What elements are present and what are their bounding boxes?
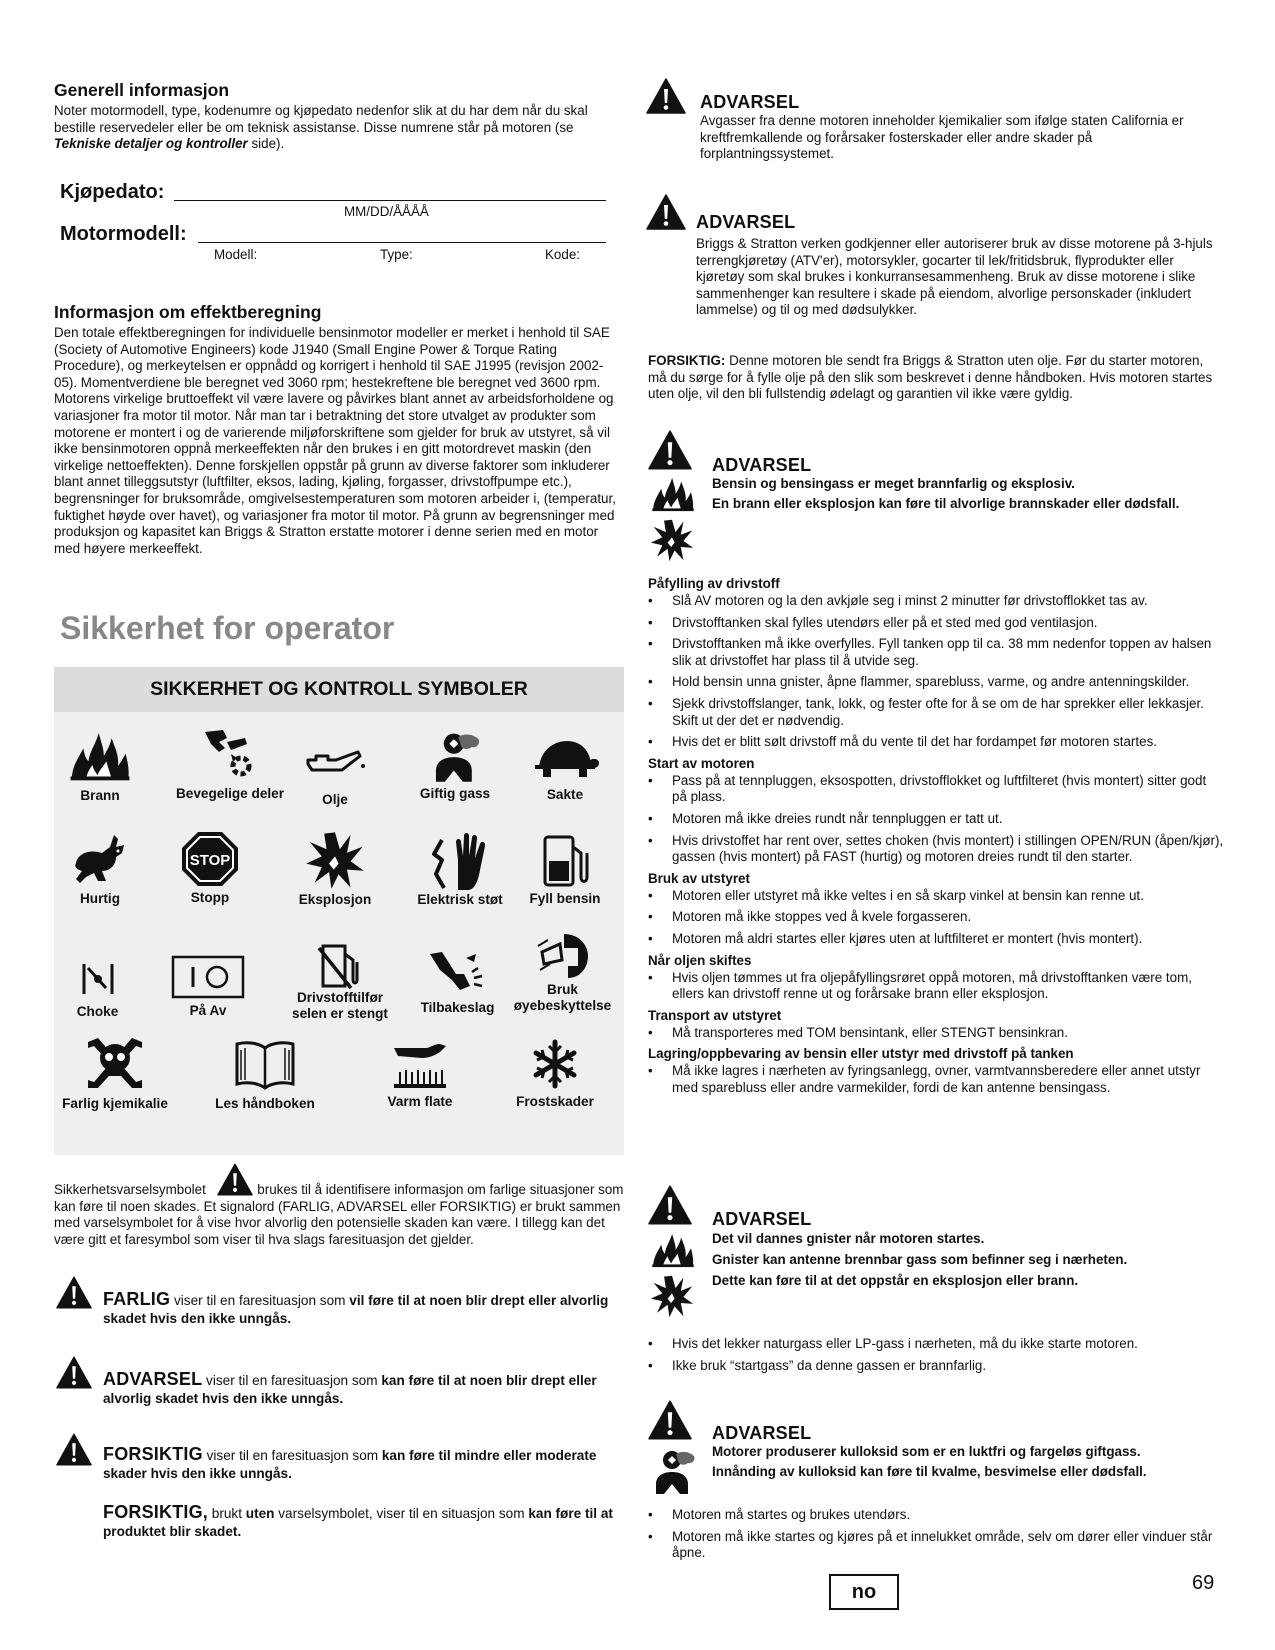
warning-5-line-2: Innånding av kulloksid kan føre til kvalme, besvimelse eller dødsfall. xyxy=(712,1464,1147,1479)
warning-4-line-2: Gnister kan antenne brennbar gass som befinner seg i nærheten. xyxy=(712,1252,1128,1267)
oil-change-list xyxy=(648,970,1224,1003)
list-item: • Drivstofftanken må ikke overfylles. Fyll tanken opp til ca. 38 mm nedenfor toppen av halsen slik at drivstoffet har plass til å utvide seg. xyxy=(648,636,1224,669)
field-code-label: Kode: xyxy=(545,247,580,262)
storage-list xyxy=(648,1063,1224,1096)
symbol-label: På Av xyxy=(189,1003,227,1018)
symbol-label: Tilbakeslag xyxy=(420,1000,495,1015)
symbol-label: Frostskader xyxy=(516,1094,594,1109)
general-text-ref: Tekniske detaljer og kontroller xyxy=(54,136,248,152)
symbol-choke xyxy=(60,960,135,1020)
warning-1-heading: ADVARSEL xyxy=(700,92,800,112)
symbol-slow xyxy=(520,735,610,803)
list-item: • Motoren må ikke stoppes ved å kvele forgasseren. xyxy=(648,909,1224,926)
list-item: • Motoren må aldri startes eller kjøres uten at luftfilteret er montert (hvis montert). xyxy=(648,931,1224,948)
fueling-list xyxy=(648,593,1224,751)
warning-mid: viser til en faresituasjon som xyxy=(202,1373,382,1388)
explosion-icon xyxy=(650,1272,694,1320)
warning-3-icon xyxy=(648,430,692,470)
page-number: 69 xyxy=(1192,1572,1215,1594)
notice-c: varselsymbolet, viser til en situasjon som xyxy=(274,1506,529,1521)
warning-5-line-1: Motorer produserer kulloksid som er en luktfri og fargeløs giftgass. xyxy=(712,1444,1141,1459)
notice-word: FORSIKTIG, xyxy=(103,1502,208,1522)
general-title: Generell informasjon xyxy=(54,80,230,100)
warning-1-text: Avgasser fra denne motoren inneholder kjemikalier som ifølge staten California er kreftfremkallende og forårsaker fosterskader eller andre skader på forplantningssystemet. xyxy=(700,113,1184,162)
symbol-label: Bruk xyxy=(547,982,578,997)
field-type-label: Type: xyxy=(380,247,413,262)
engine-model-line[interactable] xyxy=(198,242,606,243)
starting-title: Start av motoren xyxy=(648,755,755,771)
symbol-label: selen er stengt xyxy=(292,1006,388,1021)
warning-5-heading: ADVARSEL xyxy=(712,1423,812,1443)
symbol-fire xyxy=(60,730,140,804)
co-list xyxy=(648,1507,1224,1567)
fire-icon xyxy=(68,730,132,782)
symbol-label: Brann xyxy=(80,788,120,803)
list-item: • Sjekk drivstoffslanger, tank, lokk, og fester ofte for å se om de har sprekker eller lekkasjer. Skift ut der det er nødvendig. xyxy=(648,696,1224,729)
fire-icon xyxy=(650,476,696,512)
caution-word: FORSIKTIG xyxy=(103,1444,203,1464)
toxic-gas-icon xyxy=(426,728,484,784)
on-off-icon xyxy=(171,955,245,999)
symbol-label: Olje xyxy=(322,792,348,807)
warning-5-icon xyxy=(648,1400,692,1440)
warning-level-icon xyxy=(56,1356,92,1389)
stop-icon xyxy=(180,830,240,888)
list-item: • Drivstofftanken skal fylles utendørs eller på et sted med god ventilasjon. xyxy=(648,615,1224,632)
moving-parts-icon xyxy=(201,728,259,784)
danger-mid: viser til en faresituasjon som xyxy=(170,1293,350,1308)
snowflake-icon xyxy=(529,1038,581,1090)
list-item: • Motoren må ikke startes og kjøres på et innelukket område, selv om dører eller vinduer står åpne. xyxy=(648,1529,1224,1562)
warning-2-text: Briggs & Stratton verken godkjenner eller autoriserer bruk av disse motorene på 3-hjuls terrengkjøretøy (ATV'er), motorsykler, gocarter til lek/fritidsbruk, flyprodukter eller kjøretøy som skal brukes i konkurransesammenheng. Bruk av disse motorene i slike sammenhenger kan resultere i skade på eiendom, alvorlige personskader (inkludert lammelse) og til og med dødsulykker. xyxy=(696,236,1213,318)
toxic-gas-icon xyxy=(648,1446,698,1496)
signal-text-1: Sikkerhetsvarselsymbolet xyxy=(54,1182,206,1197)
fueling-title: Påfylling av drivstoff xyxy=(648,576,780,591)
list-item: • Hvis det er blitt sølt drivstoff må du vente til det har fordampet før motoren startes. xyxy=(648,734,1224,751)
symbol-hazardous-chemical xyxy=(55,1034,175,1112)
warning-word: ADVARSEL xyxy=(103,1369,203,1389)
symbol-label: Varm flate xyxy=(387,1094,453,1109)
symbol-label: Les håndboken xyxy=(215,1096,315,1111)
symbol-on-off xyxy=(168,955,248,1019)
notice-a: brukt xyxy=(208,1506,246,1521)
symbol-frostbite xyxy=(505,1038,605,1110)
symbol-label: øyebeskyttelse xyxy=(513,998,612,1013)
turtle-icon xyxy=(529,735,601,781)
symbol-label: Stopp xyxy=(190,890,230,905)
symbol-label: Eksplosjon xyxy=(298,892,372,907)
symbol-label: Giftig gass xyxy=(419,786,491,801)
symbols-title: SIKKERHET OG KONTROLL SYMBOLER xyxy=(54,667,624,712)
choke-icon xyxy=(78,960,118,998)
symbol-kickback xyxy=(410,950,505,1016)
general-text-part: Noter motormodell, type, kodenumre og kjøpedato nedenfor slik at du har dem når du skal bestille reservedeler eller be om teknisk assistanse. Disse numrene står på motoren (se xyxy=(54,103,588,135)
symbol-toxic-gas xyxy=(405,728,505,802)
fuel-pump-icon xyxy=(537,833,593,889)
oil-can-icon xyxy=(302,740,368,786)
rabbit-icon xyxy=(70,833,130,885)
warning-desc: kan føre til at noen blir drept eller alvorlig skadet hvis den ikke unngås. xyxy=(103,1373,597,1406)
list-item: • Slå AV motoren og la den avkjøle seg i minst 2 minutter før drivstofflokket tas av. xyxy=(648,593,1224,610)
warning-2-heading: ADVARSEL xyxy=(696,212,796,232)
symbol-oil xyxy=(300,740,370,808)
danger-warning-icon xyxy=(56,1276,92,1309)
date-format-hint: MM/DD/ÅÅÅÅ xyxy=(344,204,429,219)
symbol-label: Sakte xyxy=(546,787,584,802)
caution-oil-text xyxy=(648,353,1224,403)
signal-text-2: brukes til å identifisere informasjon om farlige situasjoner som kan føre til noen skades. Et signalord (FARLIG, ADVARSEL eller FORSIKTIG) er brukt sammen med varselsymbolet for å vise hvor alvorlig den potensielle skaden kan være. I tillegg kan det være gitt et faresymbol som viser til hva slags faresituasjon det gjelder. xyxy=(54,1182,624,1247)
list-item: • Hvis drivstoffet har rent over, settes choken (hvis montert) i stillingen OPEN/RUN (åpen/kjør), gassen (hvis montert) på FAST (hurtig) og motoren dreies rundt til den starter. xyxy=(648,833,1224,866)
notice-d: kan føre til at produktet blir skadet. xyxy=(103,1506,613,1539)
purchase-date-line[interactable] xyxy=(174,200,606,201)
list-item: • Må transporteres med TOM bensintank, eller STENGT bensinkran. xyxy=(648,1025,1224,1042)
symbol-hot-surface xyxy=(375,1040,465,1110)
warning-4-line-1: Det vil dannes gnister når motoren startes. xyxy=(712,1231,985,1246)
warning-3-line-1: Bensin og bensingass er meget brannfarlig og eksplosiv. xyxy=(712,476,1075,491)
symbol-read-manual xyxy=(205,1040,325,1112)
oil-change-title: Når oljen skiftes xyxy=(648,952,752,968)
list-item: • Ikke bruk “startgass” da denne gassen er brannfarlig. xyxy=(648,1358,1224,1375)
skull-icon xyxy=(84,1034,146,1092)
section-title: Sikkerhet for operator xyxy=(60,610,395,646)
fuel-shutoff-icon xyxy=(315,944,365,990)
list-item: • Motoren må ikke dreies rundt når tennpluggen er tatt ut. xyxy=(648,811,1224,828)
caution-oil-body: Denne motoren ble sendt fra Briggs & Stratton uten olje. Før du starter motoren, må du sørge for å fylle olje på den slik som beskrevet i denne håndboken. Hvis motoren startes uten olje, vil den bli fullstendig ødelagt og garantien vil ikke være gyldig. xyxy=(648,353,1213,402)
symbol-label: Hurtig xyxy=(79,891,121,906)
fire-icon xyxy=(650,1232,696,1268)
manual-icon xyxy=(233,1040,297,1092)
field-model-label: Modell: xyxy=(214,247,258,262)
warning-4-heading: ADVARSEL xyxy=(712,1209,812,1229)
transport-list xyxy=(648,1025,1224,1042)
stop-sign-text: STOP xyxy=(189,852,231,869)
list-item: • Pass på at tennpluggen, eksospotten, drivstofflokket og luftfilteret (hvis montert) sitter godt på plass. xyxy=(648,773,1224,806)
symbol-stop xyxy=(165,830,255,906)
caution-oil-word: FORSIKTIG: xyxy=(648,353,726,368)
warning-3-line-2: En brann eller eksplosjon kan føre til alvorlige brannskader eller dødsfall. xyxy=(712,496,1180,511)
symbol-moving-parts xyxy=(155,728,305,802)
warning-4-icon xyxy=(648,1185,692,1225)
danger-word: FARLIG xyxy=(103,1289,171,1309)
list-item: • Hvis det lekker naturgass eller LP-gass i nærheten, må du ikke starte motoren. xyxy=(648,1336,1224,1353)
symbol-label: Elektrisk støt xyxy=(417,892,503,907)
starting-list xyxy=(648,773,1224,866)
warning-2-icon xyxy=(646,194,686,230)
danger-desc: vil føre til at noen blir drept eller alvorlig skadet hvis den ikke unngås. xyxy=(103,1293,609,1326)
symbol-eye-protection xyxy=(505,930,620,1014)
symbol-fuel xyxy=(520,833,610,907)
sparks-list xyxy=(648,1336,1224,1379)
explosion-icon xyxy=(650,516,694,564)
general-text xyxy=(54,103,624,153)
list-item: • Motoren eller utstyret må ikke veltes i en så skarp vinkel at bensin kan renne ut. xyxy=(648,888,1224,905)
notice-b: uten xyxy=(245,1506,275,1521)
operating-list xyxy=(648,888,1224,948)
list-item: • Motoren må startes og brukes utendørs. xyxy=(648,1507,1224,1524)
transport-title: Transport av utstyret xyxy=(648,1007,782,1023)
warning-4-line-3: Dette kan føre til at det oppstår en eksplosjon eller brann. xyxy=(712,1273,1079,1288)
storage-title: Lagring/oppbevaring av bensin eller utstyr med drivstoff på tanken xyxy=(648,1046,1074,1062)
explosion-icon xyxy=(305,830,365,890)
caution-desc: kan føre til mindre eller moderate skader hvis den ikke unngås. xyxy=(103,1448,597,1481)
symbol-explosion xyxy=(285,830,385,908)
symbol-label: Fyll bensin xyxy=(529,891,601,906)
list-item: • Hold bensin unna gnister, åpne flammer, sparebluss, varme, og andre antenningskilder. xyxy=(648,674,1224,691)
general-text-end: side). xyxy=(247,136,285,152)
list-item: • Hvis oljen tømmes ut fra oljepåfyllingsrøret oppå motoren, må drivstofftanken være tom, ellers kan drivstoff renne ut og forårsake brann eller eksplosjon. xyxy=(648,970,1224,1003)
purchase-date-label: Kjøpedato: xyxy=(60,181,165,203)
symbol-fast xyxy=(60,833,140,907)
symbol-label: Farlig kjemikalie xyxy=(62,1096,168,1111)
hot-surface-icon xyxy=(390,1040,450,1090)
operating-title: Bruk av utstyret xyxy=(648,870,750,886)
warning-3-heading: ADVARSEL xyxy=(712,455,812,475)
power-text: Den totale effektberegningen for individuelle bensinmotor modeller er merket i henhold til SAE (Society of Automotive Engineers) kode J1940 (Small Engine Power & Torque Rating Procedure), og merkeytelsen er oppnådd og korrigert i henhold til SAE J1995 (revisjon 2002-05). Momentverdiene ble beregnet ved 3060 rpm; hestekreftene ble beregnet ved 3600 rpm. Motorens virkelige bruttoeffekt vil være lavere og påvirkes blant annet av arbeidsforholdene og variasjoner fra motor til motor. Når man tar i betraktning det store utvalget av produkter som motorene er montert i og de varierende miljøforskriftene som gjelder for bruk av utstyret, så vil ikke bensinmotoren oppnå merkeeffekten når den brukes i en gitt motordrevet maskin (den virkelige nettoeffekten). Denne forskjellen oppstår på grunn av diverse faktorer som inkluderer blant annet tilleggsutstyr (luftfilter, eksos, lading, kjøling, forgasser, drivstoffpumpe etc.), begrensninger for bruksområde, omgivelsestemperaturen som motoren arbeider i, (temperatur, fuktighet høyde over havet), og variasjoner fra motor til motor. På grunn av begrensninger med produksjon og kapasitet kan Briggs & Stratton erstatte motorer i denne serien med en motor med høyere merkeeffekt. xyxy=(54,325,616,556)
symbol-fuel-shutoff xyxy=(280,944,400,1022)
symbol-label: Drivstofftilfør xyxy=(296,990,384,1005)
language-badge: no xyxy=(829,1574,899,1610)
symbol-label: Bevegelige deler xyxy=(175,786,285,801)
power-title: Informasjon om effektberegning xyxy=(54,302,322,322)
electric-shock-icon xyxy=(428,830,492,892)
caution-mid: viser til en faresituasjon som xyxy=(202,1448,382,1463)
kickback-icon xyxy=(426,950,490,996)
symbol-electric-shock xyxy=(405,830,515,908)
symbol-label: Choke xyxy=(76,1004,119,1019)
warning-1-icon xyxy=(646,78,686,114)
list-item: • Må ikke lagres i nærheten av fyringsanlegg, ovner, varmtvannsberedere eller annet utstyr med sparebluss eller andre varmekilder, fordi de kan antenne bensingass. xyxy=(648,1063,1224,1096)
eye-protection-icon xyxy=(534,930,592,982)
engine-model-label: Motormodell: xyxy=(60,223,187,245)
caution-level-icon xyxy=(56,1433,92,1466)
